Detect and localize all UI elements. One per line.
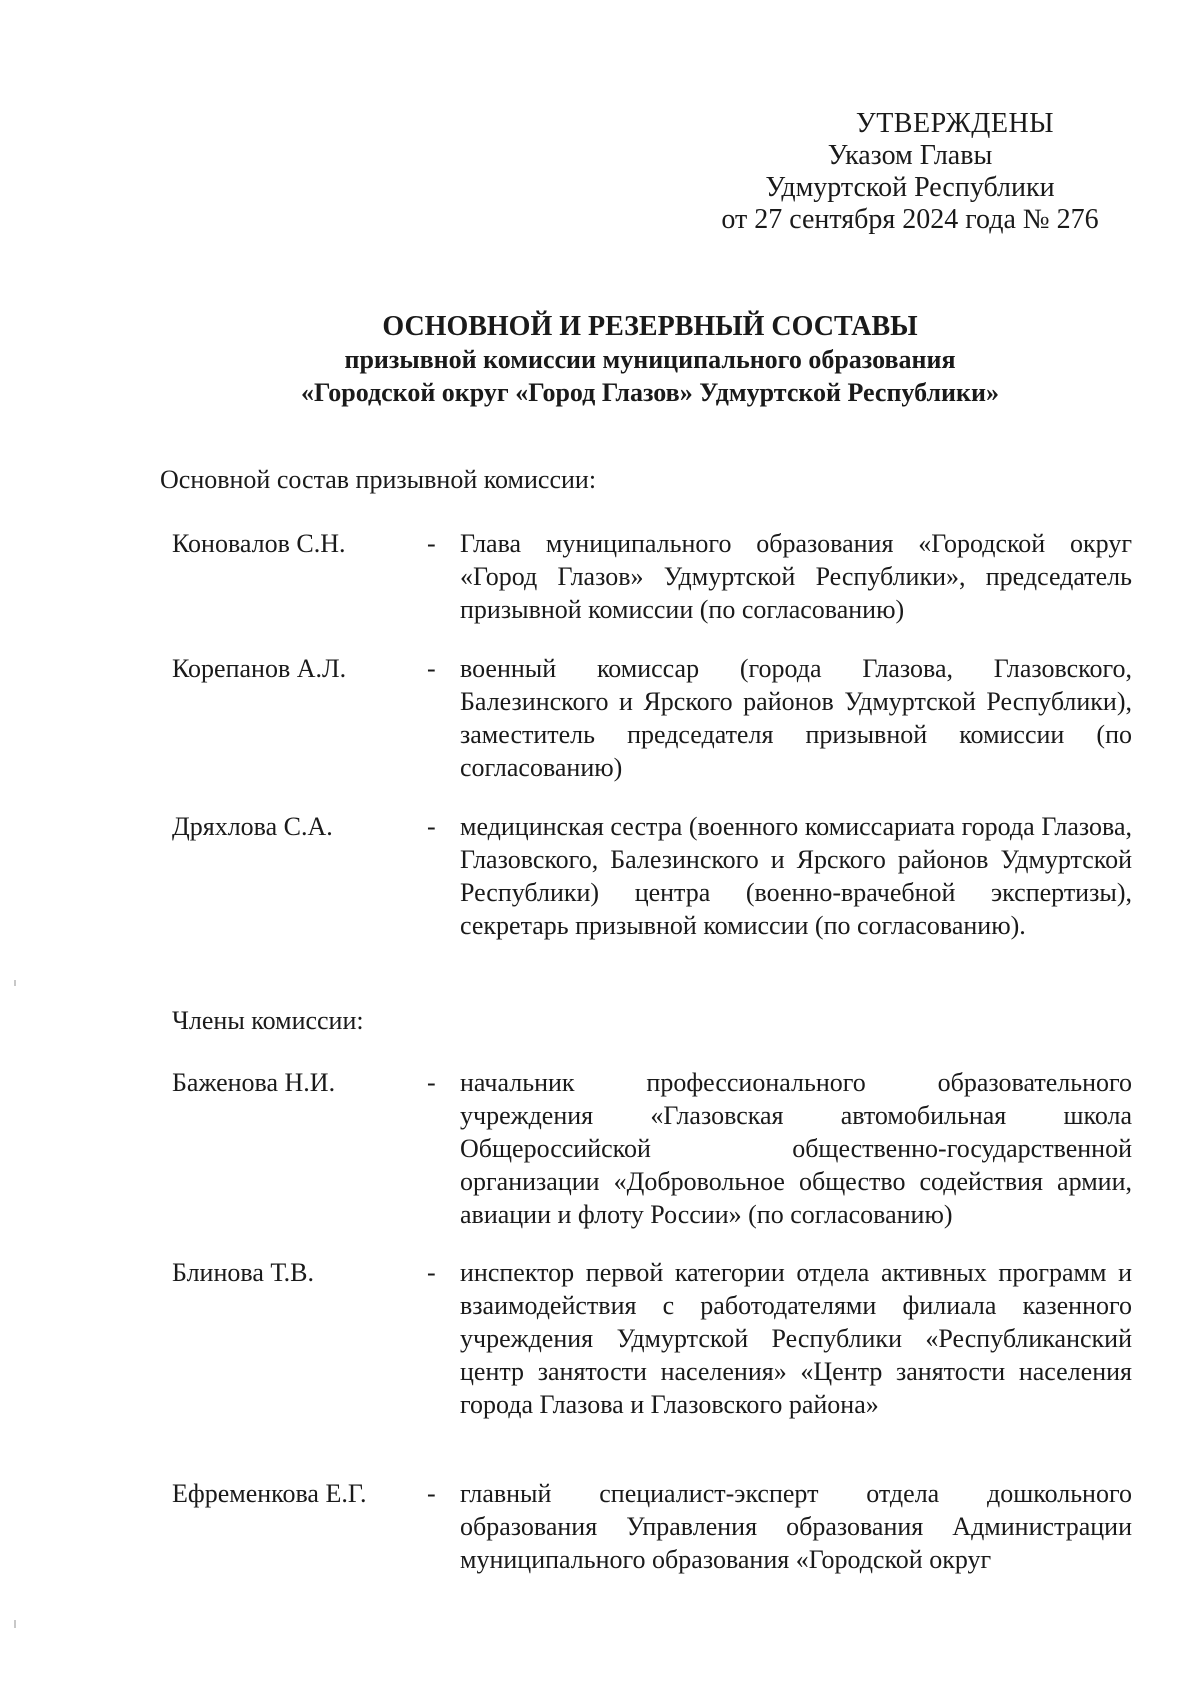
entry-name: Дряхлова С.А.	[172, 812, 333, 841]
entry-dash: -	[427, 654, 436, 683]
approval-decree-date: от 27 сентября 2024 года № 276	[721, 204, 1099, 235]
entry-description: Глава муниципального образования «Городской округ «Город Глазов» Удмуртской Республики», председатель призывной комиссии (по согласованию)	[460, 529, 1132, 624]
approval-heading: УТВЕРЖДЕНЫ	[855, 108, 1055, 139]
title-main: ОСНОВНОЙ И РЕЗЕРВНЫЙ СОСТАВЫ	[382, 311, 918, 342]
entry-name: Корепанов А.Л.	[172, 654, 347, 683]
approval-line: Указом Главы	[827, 140, 993, 171]
entry-dash: -	[427, 1479, 436, 1508]
entry-description: инспектор первой категории отдела активных программ и взаимодействия с работодателями филиала казенного учреждения Удмуртской Республики «Республиканский центр занятости населения» «Центр занятости населения города Глазова и Глазовского района»	[460, 1258, 1132, 1419]
entry-name: Блинова Т.В.	[172, 1258, 314, 1287]
scan-artifact	[14, 980, 16, 986]
approval-stamp-block	[700, 108, 1120, 236]
members-section-label: Члены комиссии:	[172, 1006, 364, 1035]
title-subtitle: «Городской округ «Город Глазов» Удмуртской Республики»	[301, 378, 999, 407]
document-title	[0, 310, 1200, 409]
entry-description: военный комиссар (города Глазова, Глазовского, Балезинского и Ярского районов Удмуртской Республики), заместитель председателя призывной комиссии (по согласованию)	[460, 654, 1132, 782]
entry-dash: -	[427, 1068, 436, 1097]
entry-description: медицинская сестра (военного комиссариата города Глазова, Глазовского, Балезинского и Ярского районов Удмуртской Республики) центра (военно-врачебной экспертизы), секретарь призывной комиссии (по согласованию).	[460, 812, 1132, 940]
entry-dash: -	[427, 1258, 436, 1287]
approval-line: Удмуртской Республики	[765, 172, 1055, 203]
entry-dash: -	[427, 529, 436, 558]
entry-name: Баженова Н.И.	[172, 1068, 336, 1097]
title-subtitle: призывной комиссии муниципального образования	[344, 345, 956, 374]
scan-artifact	[14, 1620, 16, 1628]
entry-name: Ефременкова Е.Г.	[172, 1479, 367, 1508]
entry-description: главный специалист-эксперт отдела дошкольного образования Управления образования Администрации муниципального образования «Городской округ	[460, 1479, 1132, 1574]
entry-name: Коновалов С.Н.	[172, 529, 346, 558]
main-section-label: Основной состав призывной комиссии:	[160, 465, 597, 494]
entry-description: начальник профессионального образовательного учреждения «Глазовская автомобильная школа Общероссийской общественно-государственной организации «Добровольное общество содействия армии, авиации и флоту России» (по согласованию)	[460, 1068, 1132, 1229]
entry-dash: -	[427, 812, 436, 841]
